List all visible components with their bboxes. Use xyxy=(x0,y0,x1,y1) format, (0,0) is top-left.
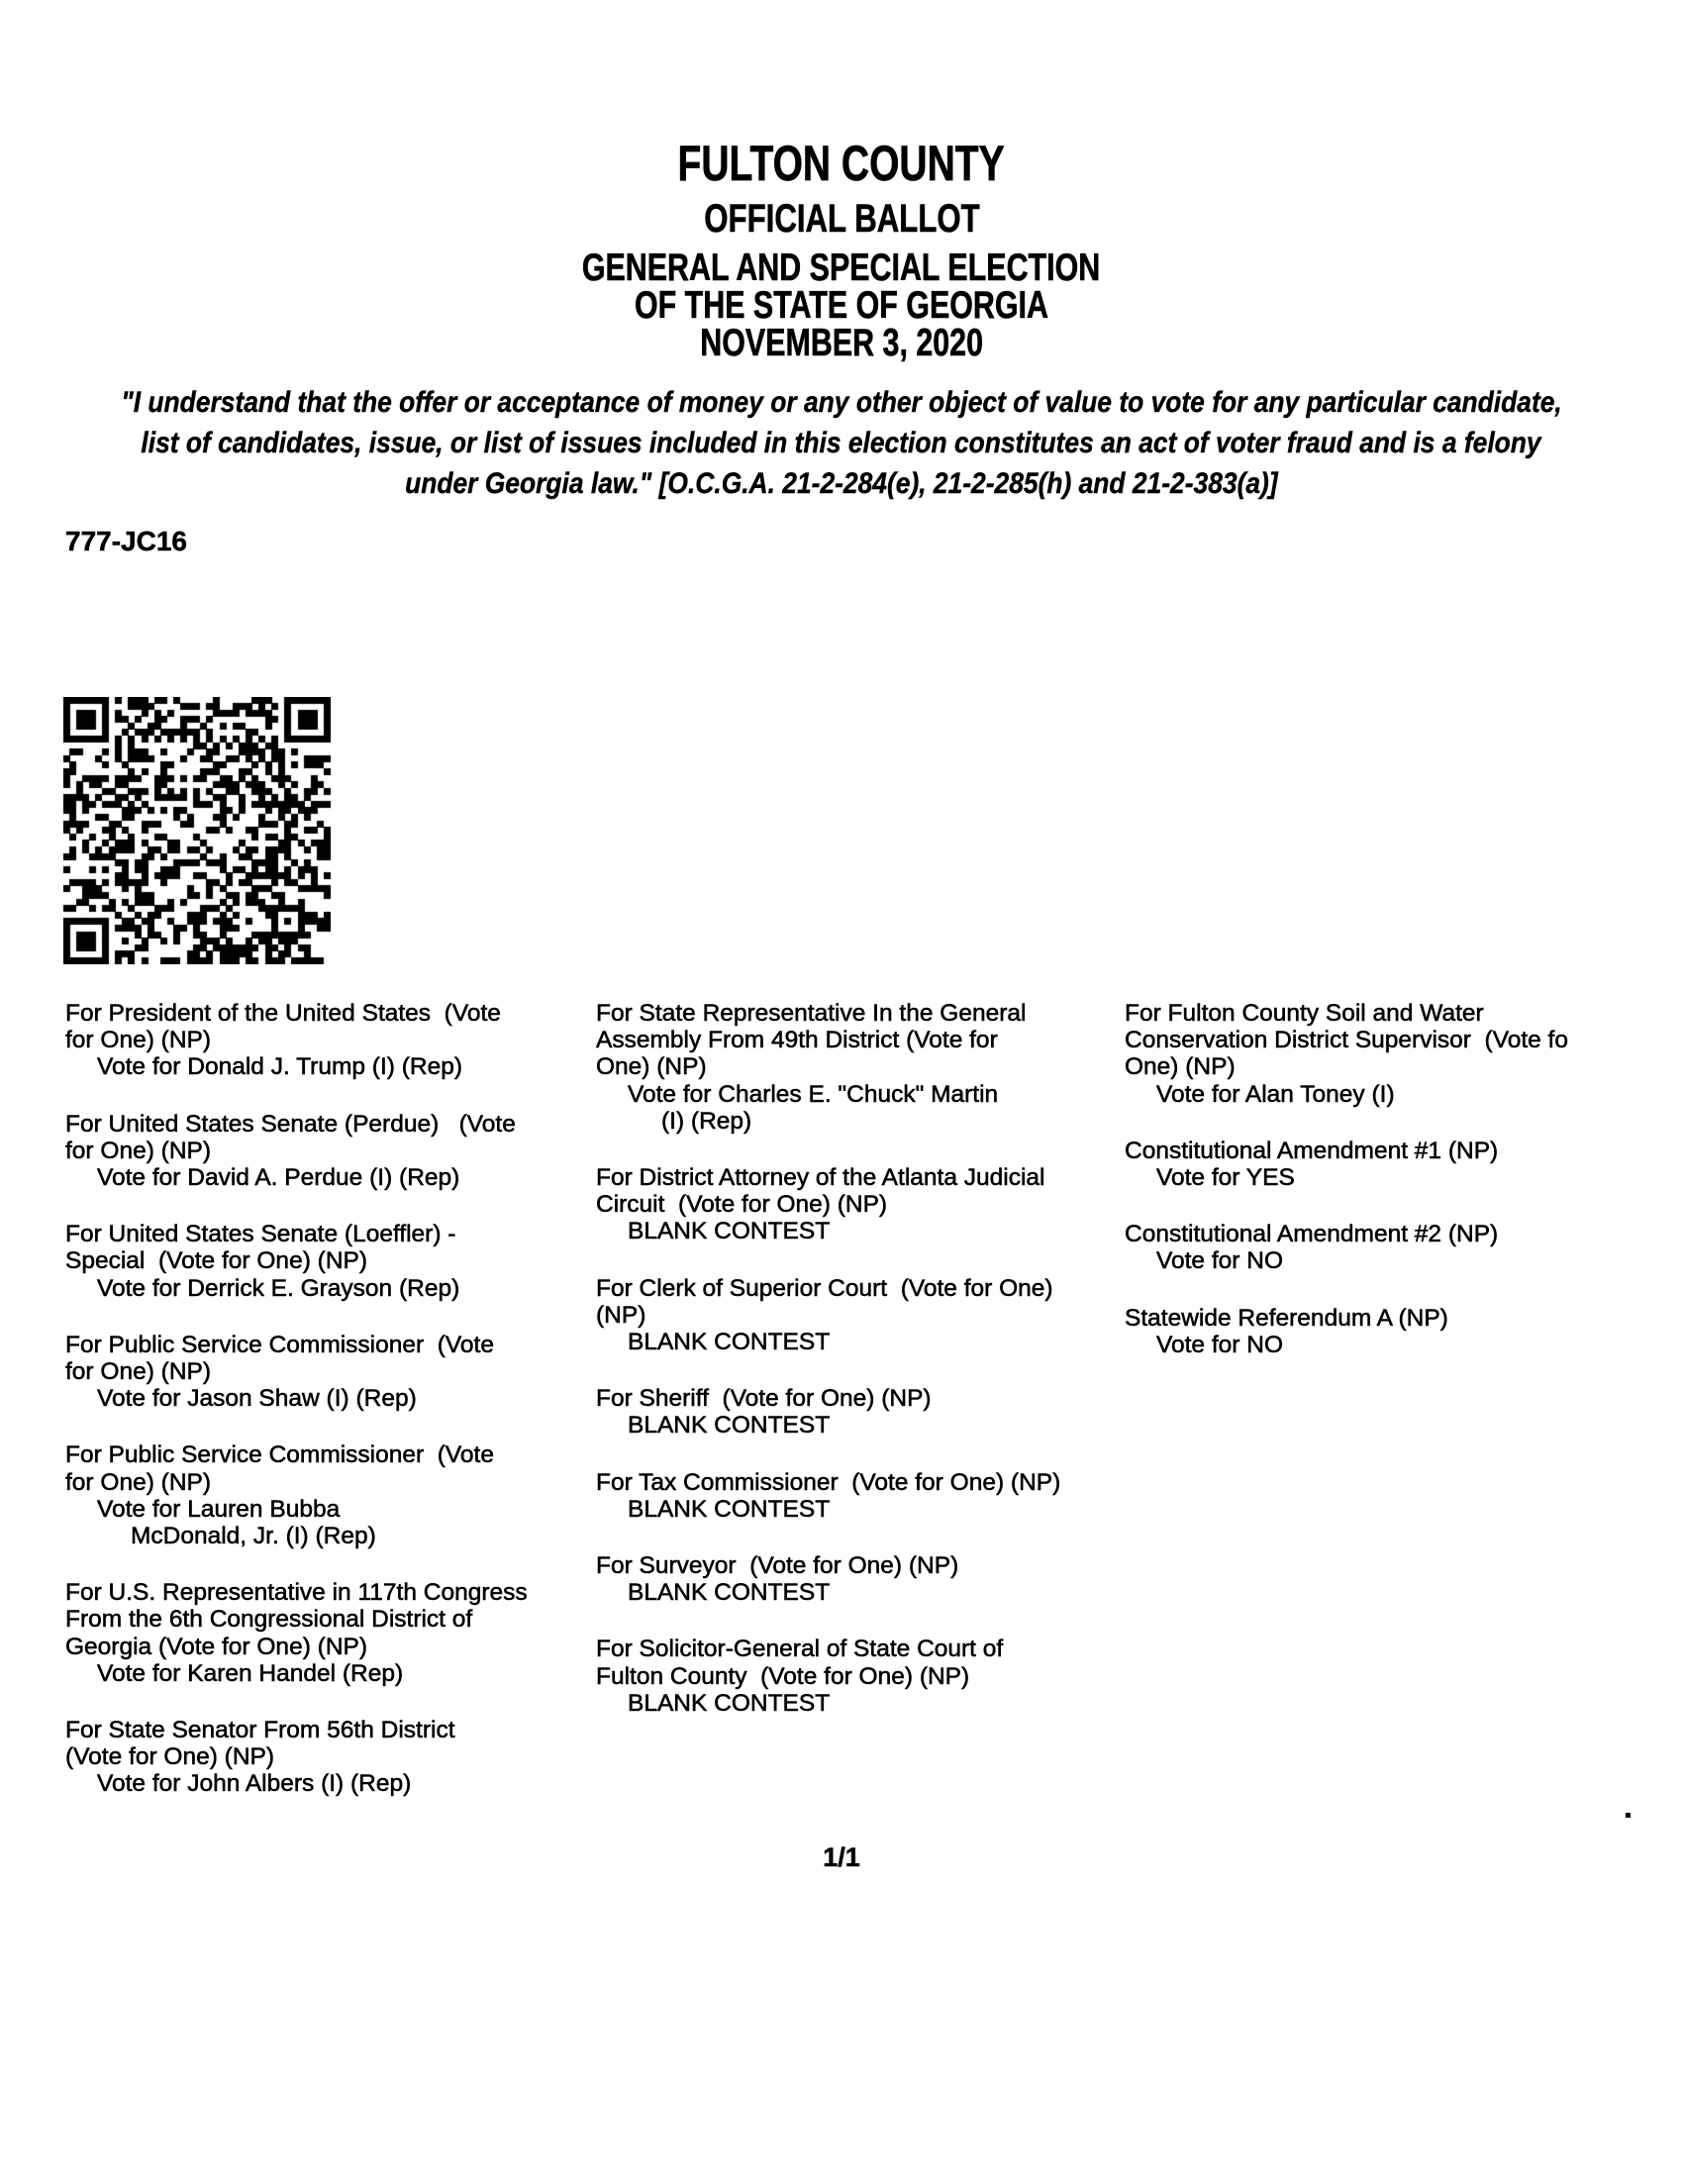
contest-title-line: From the 6th Congressional District of xyxy=(65,1606,473,1634)
contest xyxy=(65,1332,594,1413)
election-title-line-text: OF THE STATE OF GEORGIA xyxy=(634,284,1048,327)
contest-vote-line: BLANK CONTEST xyxy=(628,1329,831,1356)
contest-title-line: (Vote for One) (NP) xyxy=(65,1743,275,1771)
contest-title-line: Assembly From 49th District (Vote for xyxy=(596,1027,998,1054)
ballot-type-text: OFFICIAL BALLOT xyxy=(703,197,980,241)
voter-fraud-disclaimer xyxy=(0,382,1683,504)
election-title-line-text: NOVEMBER 3, 2020 xyxy=(700,322,983,364)
contest-vote-line: Vote for Lauren Bubba xyxy=(97,1495,341,1523)
election-title-line xyxy=(0,249,1683,287)
contest-title-line: For Clerk of Superior Court (Vote for One) xyxy=(596,1274,1053,1302)
contest-vote-line: Vote for Donald J. Trump (I) (Rep) xyxy=(97,1053,462,1081)
contest-vote-line: BLANK CONTEST xyxy=(628,1495,831,1523)
county-title xyxy=(0,135,1683,192)
contest xyxy=(596,1164,1125,1245)
contest xyxy=(596,1000,1125,1135)
contest-title-line: Constitutional Amendment #1 (NP) xyxy=(1125,1137,1499,1164)
contest-title-line: For State Senator From 56th District xyxy=(65,1717,455,1744)
disclaimer-line-text: under Georgia law." [O.C.G.A. 21-2-284(e), 21-2-285(h) and 21-2-383(a)] xyxy=(405,467,1278,500)
ballot-style-code: 777-JC16 xyxy=(65,526,187,556)
contest-vote-line: Vote for Karen Handel (Rep) xyxy=(97,1659,404,1687)
ballot-column xyxy=(65,1000,594,1828)
contest-title-line: Special (Vote for One) (NP) xyxy=(65,1247,368,1275)
election-title-line xyxy=(0,284,1683,327)
contest xyxy=(596,1275,1125,1356)
contest-vote-line: Vote for Derrick E. Grayson (Rep) xyxy=(97,1274,460,1302)
contest-title-line: Statewide Referendum A (NP) xyxy=(1125,1304,1448,1332)
disclaimer-line xyxy=(0,423,1683,463)
contest-vote-line: BLANK CONTEST xyxy=(628,1579,831,1607)
qr-code xyxy=(63,697,331,964)
ballot-column xyxy=(1125,1000,1653,1388)
contest xyxy=(596,1552,1125,1606)
contest-vote-line: Vote for Jason Shaw (I) (Rep) xyxy=(97,1385,417,1413)
contest xyxy=(1125,1305,1653,1358)
contest xyxy=(65,1111,594,1192)
contest-vote-line: Vote for YES xyxy=(1156,1164,1295,1192)
contest-title-line: For District Attorney of the Atlanta Judicial xyxy=(596,1164,1045,1192)
scan-artifact-dot xyxy=(1626,1813,1631,1818)
ballot-type-title xyxy=(0,197,1683,242)
contest xyxy=(65,1579,594,1687)
contest xyxy=(65,1717,594,1798)
contest-vote-line: BLANK CONTEST xyxy=(628,1689,831,1717)
contest-title-line: For Tax Commissioner (Vote for One) (NP) xyxy=(596,1468,1061,1496)
contest-title-line: Conservation District Supervisor (Vote fo xyxy=(1125,1027,1568,1054)
contest-vote-line: BLANK CONTEST xyxy=(628,1218,831,1245)
contest-title-line: for One) (NP) xyxy=(65,1358,212,1386)
contest-title-line: (NP) xyxy=(596,1301,646,1329)
contest xyxy=(1125,1221,1653,1274)
disclaimer-line-text: list of candidates, issue, or list of issues included in this election constitutes an act of voter fraud and is a felony xyxy=(141,427,1542,459)
contest-vote-line: Vote for NO xyxy=(1156,1331,1284,1358)
contest xyxy=(596,1469,1125,1523)
contest-title-line: For Surveyor (Vote for One) (NP) xyxy=(596,1552,959,1580)
contest-title-line: For Solicitor-General of State Court of xyxy=(596,1636,1004,1663)
contest-vote-line: BLANK CONTEST xyxy=(628,1412,831,1439)
contest-title-line: One) (NP) xyxy=(1125,1053,1236,1081)
election-title xyxy=(0,249,1683,362)
contest-title-line: for One) (NP) xyxy=(65,1468,212,1496)
contest-title-line: Constitutional Amendment #2 (NP) xyxy=(1125,1221,1499,1248)
contest xyxy=(1125,1000,1653,1108)
contest-title-line: For U.S. Representative in 117th Congress xyxy=(65,1579,528,1607)
contest-title-line: For Public Service Commissioner (Vote xyxy=(65,1441,494,1469)
contest-vote-line: (I) (Rep) xyxy=(661,1107,752,1135)
contest-vote-line: Vote for David A. Perdue (I) (Rep) xyxy=(97,1164,460,1192)
contest-vote-line: Vote for John Albers (I) (Rep) xyxy=(97,1770,412,1798)
contest xyxy=(596,1385,1125,1439)
election-title-line-text: GENERAL AND SPECIAL ELECTION xyxy=(582,247,1101,289)
contest-vote-line: Vote for Alan Toney (I) xyxy=(1156,1080,1395,1108)
contest-title-line: for One) (NP) xyxy=(65,1137,212,1164)
contest-title-line: for One) (NP) xyxy=(65,1027,212,1054)
contest-title-line: Circuit (Vote for One) (NP) xyxy=(596,1191,888,1219)
contest-title-line: For Sheriff (Vote for One) (NP) xyxy=(596,1385,932,1413)
contest-title-line: Georgia (Vote for One) (NP) xyxy=(65,1633,368,1660)
county-title-text: FULTON COUNTY xyxy=(677,136,1006,191)
contest-title-line: For State Representative In the General xyxy=(596,1000,1027,1027)
contest-title-line: Fulton County (Vote for One) (NP) xyxy=(596,1662,970,1690)
contest xyxy=(65,1000,594,1081)
contest-title-line: For Fulton County Soil and Water xyxy=(1125,1000,1484,1027)
contest xyxy=(65,1441,594,1549)
contest-title-line: For President of the United States (Vote xyxy=(65,1000,501,1027)
contest-vote-line: McDonald, Jr. (I) (Rep) xyxy=(131,1523,376,1550)
disclaimer-line-text: "I understand that the offer or acceptance of money or any other object of value to vote for any particular candidate, xyxy=(121,386,1562,419)
contest-title-line: For United States Senate (Loeffler) - xyxy=(65,1221,456,1248)
contest-title-line: One) (NP) xyxy=(596,1053,707,1081)
contest xyxy=(596,1636,1125,1717)
contest-vote-line: Vote for NO xyxy=(1156,1247,1284,1275)
contest-title-line: For Public Service Commissioner (Vote xyxy=(65,1331,494,1358)
disclaimer-line xyxy=(0,463,1683,504)
ballot-column xyxy=(596,1000,1125,1746)
election-title-line xyxy=(0,322,1683,364)
contest xyxy=(65,1221,594,1302)
contest xyxy=(1125,1138,1653,1191)
contest-title-line: For United States Senate (Perdue) (Vote xyxy=(65,1110,516,1138)
contest-vote-line: Vote for Charles E. "Chuck" Martin xyxy=(628,1080,999,1108)
disclaimer-line xyxy=(0,382,1683,423)
page-number: 1/1 xyxy=(823,1842,860,1872)
